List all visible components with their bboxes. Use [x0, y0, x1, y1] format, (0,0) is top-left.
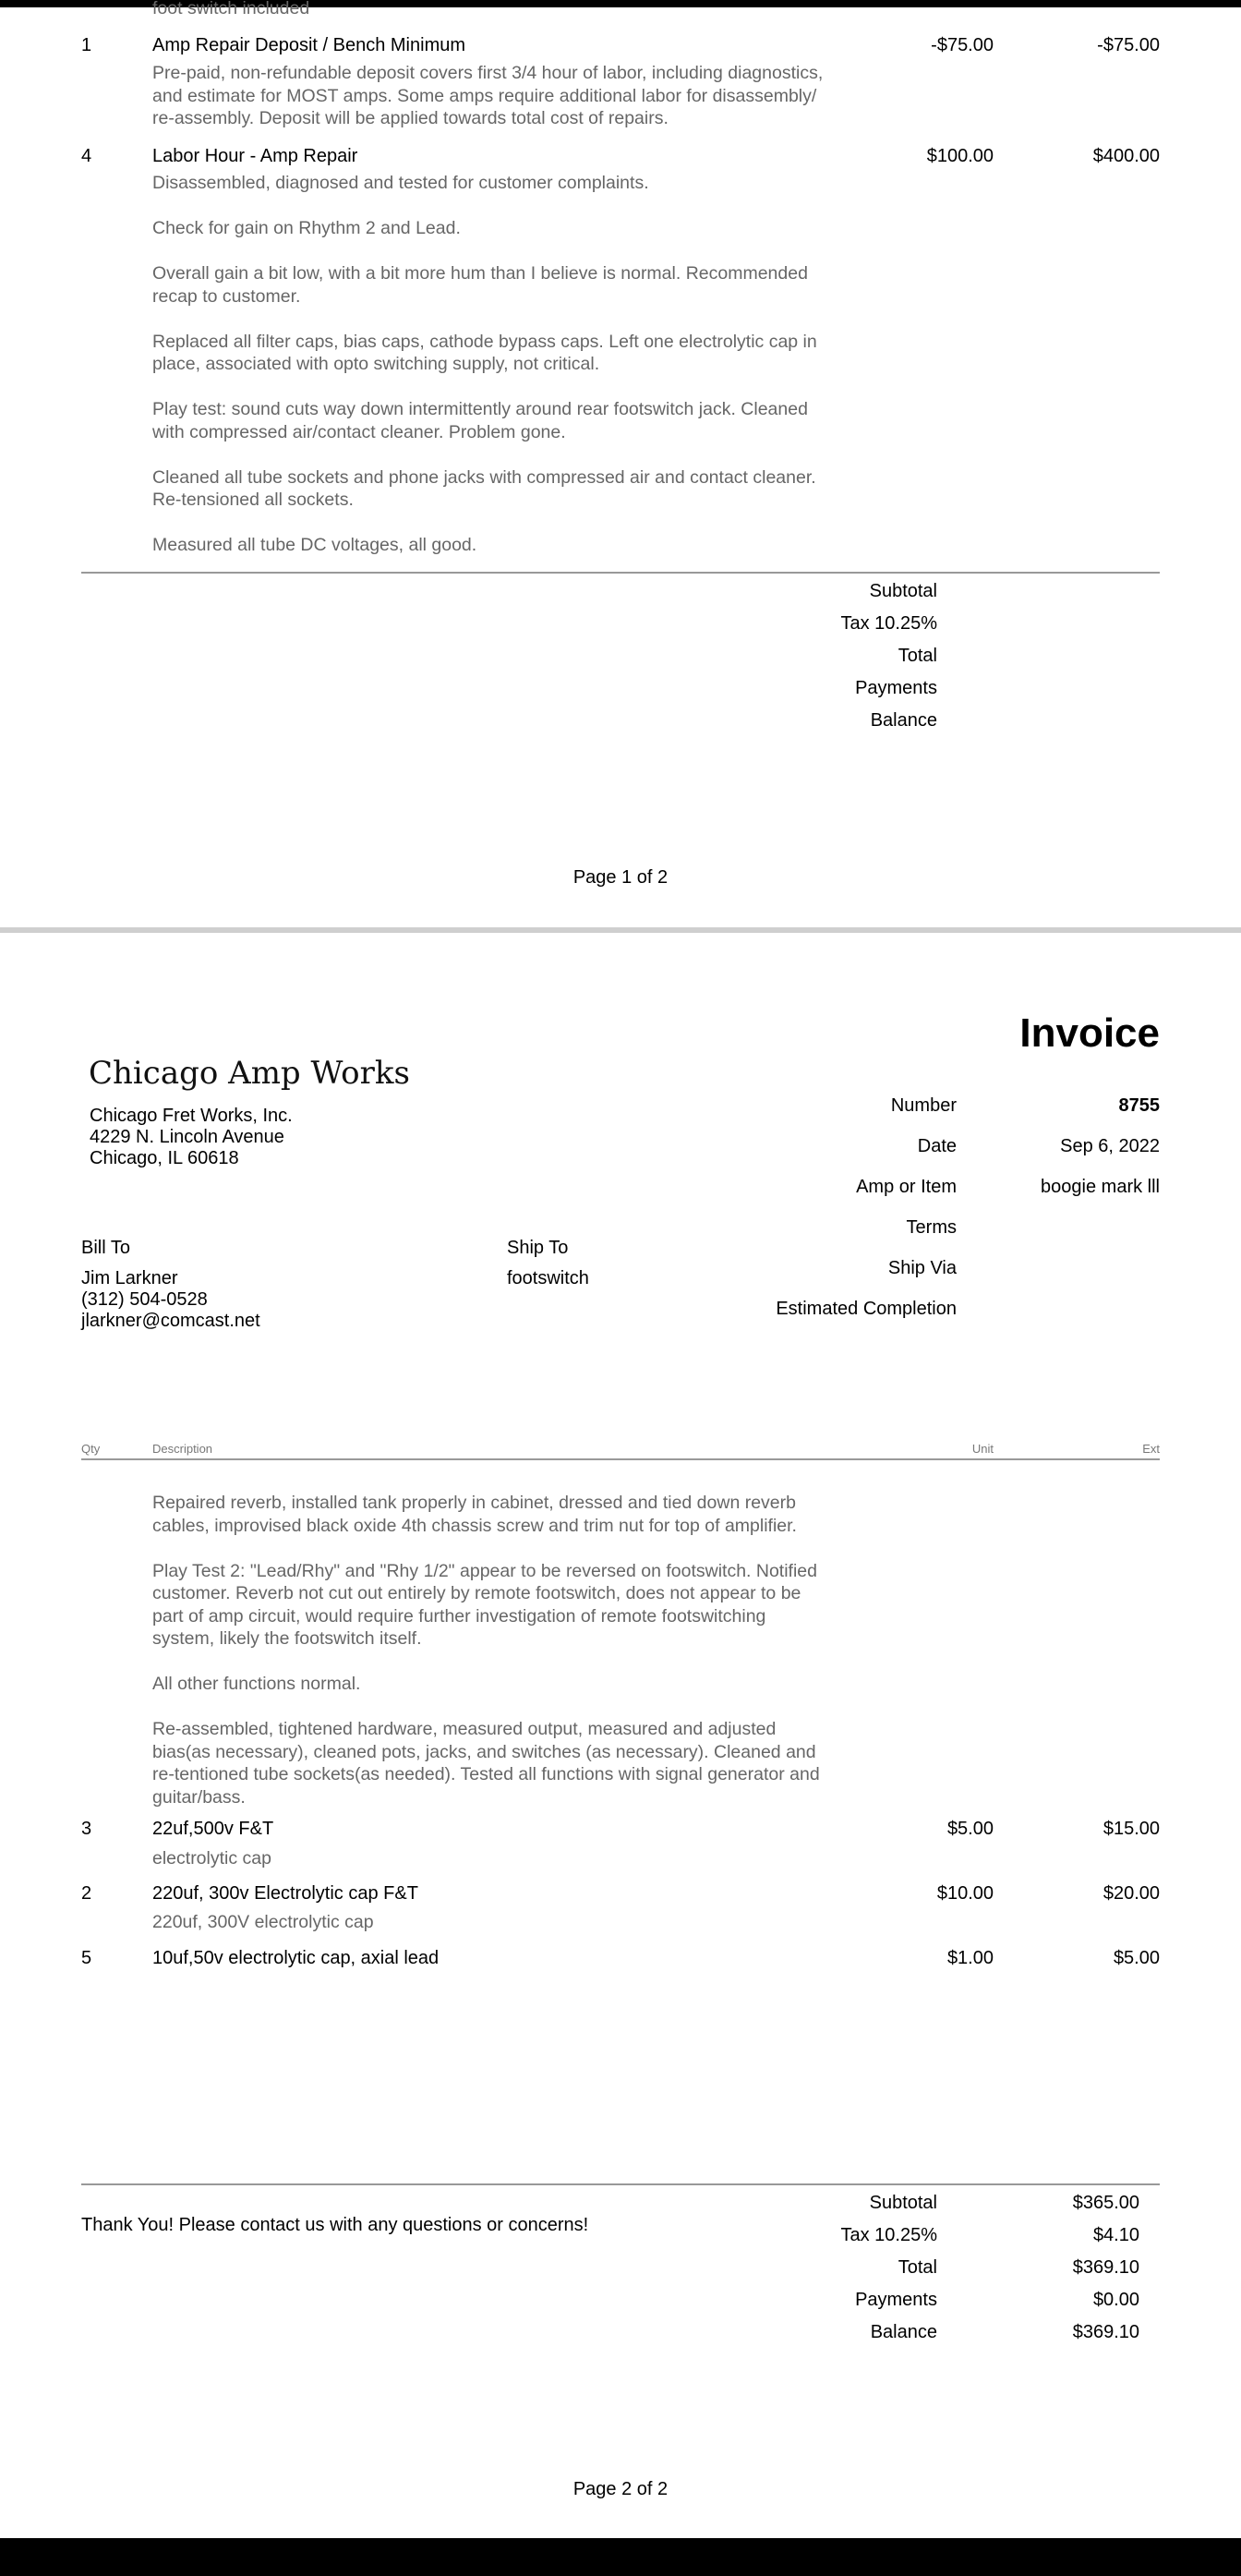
totals-label-balance: Balance [870, 710, 937, 731]
thank-you-note: Thank You! Please contact us with any questions or concerns! [81, 2215, 589, 2235]
company-street: 4229 N. Lincoln Avenue [90, 1127, 284, 1147]
meta-label-number: Number [890, 1095, 957, 1116]
line-item-qty: 4 [81, 146, 92, 166]
bill-to-label: Bill To [81, 1238, 130, 1258]
totals-value-subtotal: $365.00 [1072, 2193, 1139, 2213]
line-item-unit: $1.00 [946, 1948, 994, 1968]
line-item-ext: -$75.00 [1097, 35, 1160, 55]
continued-description: Repaired reverb, installed tank properly in cabinet, dressed and tied down reverb cables, improvised black oxide 4th chassis screw and trim nut for top of amplifier. Play Test 2: "Lead/Rhy" and "Rhy 1/2" appear to be reversed on footswitch. Notified customer. Reverb not cut out entirely by remote footswitch, does not appear to be part of amp circuit, would require further investigation of remote footswitching system, likely the footswitch itself. All other functions normal. Re-assembled, tightened hardware, measured output, measured and adjusted bias(as necessary), cleaned pots, jacks, and switches (as necessary). Cleaned and re-tentioned tube sockets(as needed). Tested all functions with signal generator and guitar/bass. [152, 1493, 820, 1808]
bill-to-name: Jim Larkner [81, 1268, 178, 1288]
ship-to-label: Ship To [507, 1238, 569, 1258]
ship-to-value: footswitch [507, 1268, 589, 1288]
column-header-unit: Unit [971, 1442, 994, 1456]
line-item-unit: $5.00 [946, 1819, 994, 1839]
totals-value-tax: $4.10 [1092, 2225, 1139, 2245]
totals-value-payments: $0.00 [1092, 2290, 1139, 2310]
column-header-qty: Qty [81, 1442, 101, 1456]
totals-label-tax: Tax 10.25% [840, 2225, 937, 2245]
line-item-unit: -$75.00 [931, 35, 994, 55]
totals-label-total: Total [898, 2257, 937, 2278]
totals-value-balance: $369.10 [1072, 2322, 1139, 2342]
line-item-title: Labor Hour - Amp Repair [152, 146, 358, 166]
line-item-qty: 5 [81, 1948, 92, 1968]
totals-label-subtotal: Subtotal [869, 2193, 937, 2213]
totals-value-total: $369.10 [1072, 2257, 1139, 2278]
company-name: Chicago Amp Works [89, 1055, 410, 1092]
line-item-title: Amp Repair Deposit / Bench Minimum [152, 35, 466, 55]
meta-label-amp: Amp or Item [856, 1177, 957, 1197]
page-number: Page 2 of 2 [572, 2479, 669, 2499]
cut-off-description: foot switch included [152, 0, 310, 18]
line-item-unit: $10.00 [936, 1883, 994, 1904]
line-item-ext: $5.00 [1113, 1948, 1160, 1968]
totals-label-tax: Tax 10.25% [840, 613, 937, 634]
column-header-rule [81, 1458, 1160, 1460]
line-item-title: 220uf, 300v Electrolytic cap F&T [152, 1883, 418, 1904]
line-item-ext: $15.00 [1102, 1819, 1160, 1839]
invoice-title: Invoice [1019, 1010, 1160, 1056]
company-legal-name: Chicago Fret Works, Inc. [90, 1106, 293, 1126]
line-item-description: 220uf, 300V electrolytic cap [152, 1912, 374, 1932]
line-item-description: electrolytic cap [152, 1848, 271, 1869]
totals-label-payments: Payments [855, 2290, 937, 2310]
totals-divider [81, 572, 1160, 574]
bill-to-phone: (312) 504-0528 [81, 1289, 208, 1310]
bottom-edge-bar [0, 2538, 1241, 2576]
line-item-title: 10uf,50v electrolytic cap, axial lead [152, 1948, 440, 1968]
meta-label-terms: Terms [906, 1217, 957, 1238]
line-item-qty: 1 [81, 35, 92, 55]
page-separator [0, 927, 1241, 933]
totals-divider [81, 2183, 1160, 2185]
column-header-description: Description [152, 1442, 213, 1456]
bill-to-email: jlarkner@comcast.net [81, 1311, 260, 1331]
line-item-qty: 3 [81, 1819, 92, 1839]
line-item-ext: $20.00 [1102, 1883, 1160, 1904]
company-city: Chicago, IL 60618 [90, 1148, 239, 1168]
meta-value-amp: boogie mark lll [1041, 1177, 1160, 1197]
meta-label-ship-via: Ship Via [887, 1258, 957, 1278]
line-item-title: 22uf,500v F&T [152, 1819, 274, 1839]
page-number: Page 1 of 2 [572, 867, 669, 888]
line-item-unit: $100.00 [926, 146, 994, 166]
meta-value-date: Sep 6, 2022 [1060, 1136, 1160, 1156]
column-header-ext: Ext [1142, 1442, 1160, 1456]
meta-label-date: Date [917, 1136, 957, 1156]
totals-label-payments: Payments [855, 678, 937, 698]
meta-value-number: 8755 [1118, 1095, 1160, 1116]
line-item-description: Pre-paid, non-refundable deposit covers first 3/4 hour of labor, including diagnostics, and estimate for MOST amps. Some amps require additional labor for disassembly/ re-assembly. Deposit will be applied towards total cost of repairs. [152, 63, 824, 128]
line-item-description: Disassembled, diagnosed and tested for customer complaints. Check for gain on Rhythm 2 and Lead. Overall gain a bit low, with a bit more hum than I believe is normal. Recommended recap to customer. Replaced all filter caps, bias caps, cathode bypass caps. Left one electrolytic cap in place, associated with opto switching supply, not critical. Play test: sound cuts way down intermittently around rear footswitch jack. Cleaned with compressed air/contact cleaner. Problem gone. Cleaned all tube sockets and phone jacks with compressed air and contact cleaner. Re-tensioned all sockets. Measured all tube DC voltages, all good. [152, 173, 817, 555]
totals-label-total: Total [898, 646, 937, 666]
totals-label-subtotal: Subtotal [869, 581, 937, 601]
totals-label-balance: Balance [870, 2322, 937, 2342]
meta-label-estimated-completion: Estimated Completion [776, 1299, 957, 1319]
line-item-qty: 2 [81, 1883, 92, 1904]
line-item-ext: $400.00 [1092, 146, 1160, 166]
